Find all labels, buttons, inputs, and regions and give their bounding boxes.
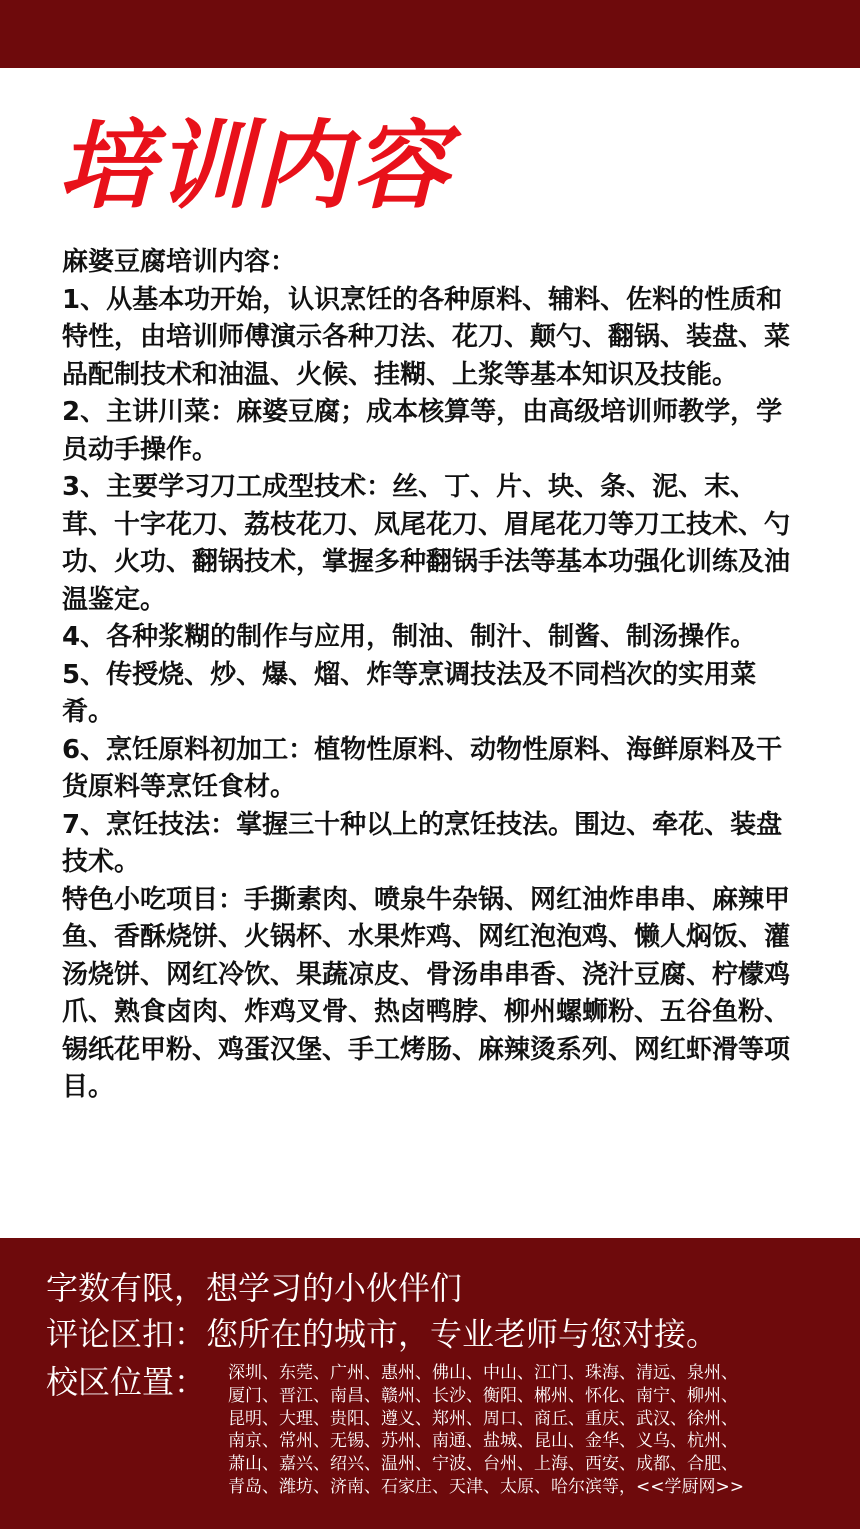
content-item-5: 5、传授烧、炒、爆、熘、炸等烹调技法及不同档次的实用菜肴。	[62, 659, 757, 727]
content-item-2: 2、主讲川菜：麻婆豆腐；成本核算等，由高级培训师教学，学员动手操作。	[62, 397, 783, 465]
footer-line-1: 字数有限，想学习的小伙伴们	[46, 1269, 463, 1307]
city-row: 厦门、晋江、南昌、赣州、长沙、衡阳、郴州、怀化、南宁、柳州、	[228, 1385, 738, 1406]
city-row: 青岛、潍坊、济南、石家庄、天津、太原、哈尔滨等，<<学厨网>>	[228, 1476, 744, 1497]
content-intro: 麻婆豆腐培训内容：	[62, 247, 297, 277]
city-row: 南京、常州、无锡、苏州、南通、盐城、昆山、金华、义乌、杭州、	[228, 1431, 738, 1452]
top-banner	[0, 0, 860, 68]
footer-line-2: 评论区扣：您所在的城市，专业老师与您对接。	[46, 1315, 719, 1353]
content-item-7: 7、烹饪技法：掌握三十种以上的烹饪技法。围边、牵花、装盘技术。	[62, 809, 783, 877]
content-item-4: 4、各种浆糊的制作与应用，制油、制汁、制酱、制汤操作。	[62, 622, 757, 652]
campus-label: 校区位置：	[46, 1363, 207, 1401]
page-title: 培训内容	[58, 110, 450, 222]
content-item-3: 3、主要学习刀工成型技术：丝、丁、片、块、条、泥、末、茸、十字花刀、荔枝花刀、凤尾花刀、眉尾花刀等刀工技术、勺功、火功、翻锅技术，掌握多种翻锅手法等基本功强化训练及油温鉴定。	[62, 472, 791, 615]
training-content	[62, 244, 802, 1107]
snack-projects: 特色小吃项目：手撕素肉、喷泉牛杂锅、网红油炸串串、麻辣甲鱼、香酥烧饼、火锅杯、水果炸鸡、网红泡泡鸡、懒人焖饭、灌汤烧饼、网红冷饮、果蔬凉皮、骨汤串串香、浇汁豆腐、柠檬鸡爪、熟食卤肉、炸鸡叉骨、热卤鸭脖、柳州螺蛳粉、五谷鱼粉、锡纸花甲粉、鸡蛋汉堡、手工烤肠、麻辣烫系列、网红虾滑等项目。	[62, 884, 791, 1102]
city-row: 深圳、东莞、广州、惠州、佛山、中山、江门、珠海、清远、泉州、	[228, 1363, 738, 1383]
city-row: 萧山、嘉兴、绍兴、温州、宁波、台州、上海、西安、成都、合肥、	[228, 1454, 738, 1475]
content-item-6: 6、烹饪原料初加工：植物性原料、动物性原料、海鲜原料及干货原料等烹饪食材。	[62, 734, 783, 802]
content-item-1: 1、从基本功开始，认识烹饪的各种原料、辅料、佐料的性质和特性，由培训师傅演示各种刀法、花刀、颠勺、翻锅、装盘、菜品配制技术和油温、火候、挂糊、上浆等基本知识及技能。	[62, 284, 791, 390]
campus-city-list	[228, 1362, 828, 1499]
city-row: 昆明、大理、贵阳、遵义、郑州、周口、商丘、重庆、武汉、徐州、	[228, 1408, 738, 1429]
